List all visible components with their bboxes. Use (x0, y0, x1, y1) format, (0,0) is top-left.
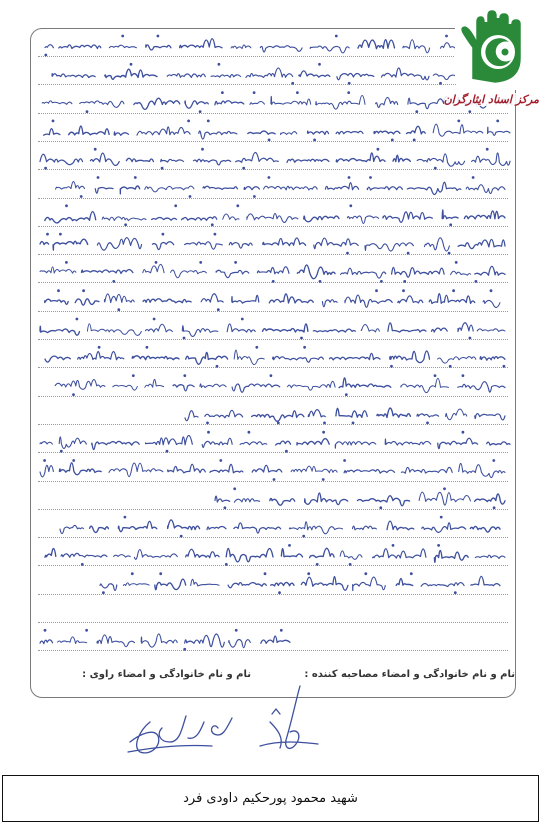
martyr-name-caption (2, 775, 539, 822)
dotted-rule (38, 84, 508, 85)
dotted-rule (38, 537, 508, 538)
dotted-rule (38, 339, 508, 340)
dotted-rule (38, 565, 508, 566)
dotted-rule (38, 254, 508, 255)
dotted-rule (38, 650, 508, 651)
dotted-rule (38, 424, 508, 425)
dotted-rule (38, 594, 508, 595)
dotted-rule (38, 481, 508, 482)
dotted-rule (38, 113, 508, 114)
logo-text: مرکز اسناد ایثارگران (443, 93, 539, 106)
interviewer-signature-label: نام و نام خانوادگی و امضاء مصاحبه کننده : (304, 669, 515, 680)
dotted-rule (38, 282, 508, 283)
raised-hand-emblem-icon (455, 6, 533, 90)
dotted-rule (38, 56, 508, 57)
dotted-rule (38, 198, 508, 199)
archive-logo (455, 6, 533, 90)
dotted-rule (38, 311, 508, 312)
dotted-rule (38, 226, 508, 227)
narrator-signature-label: نام و نام خانوادگی و امضاء راوی : (82, 669, 251, 680)
dotted-rule (38, 367, 508, 368)
dotted-rule (38, 622, 508, 623)
dotted-rule (38, 396, 508, 397)
dotted-rule (38, 141, 508, 142)
dotted-rule (38, 169, 508, 170)
caption-text: شهید محمود پورحکیم داودی فرد (183, 791, 358, 806)
dotted-rule (38, 509, 508, 510)
dotted-rule (38, 452, 508, 453)
